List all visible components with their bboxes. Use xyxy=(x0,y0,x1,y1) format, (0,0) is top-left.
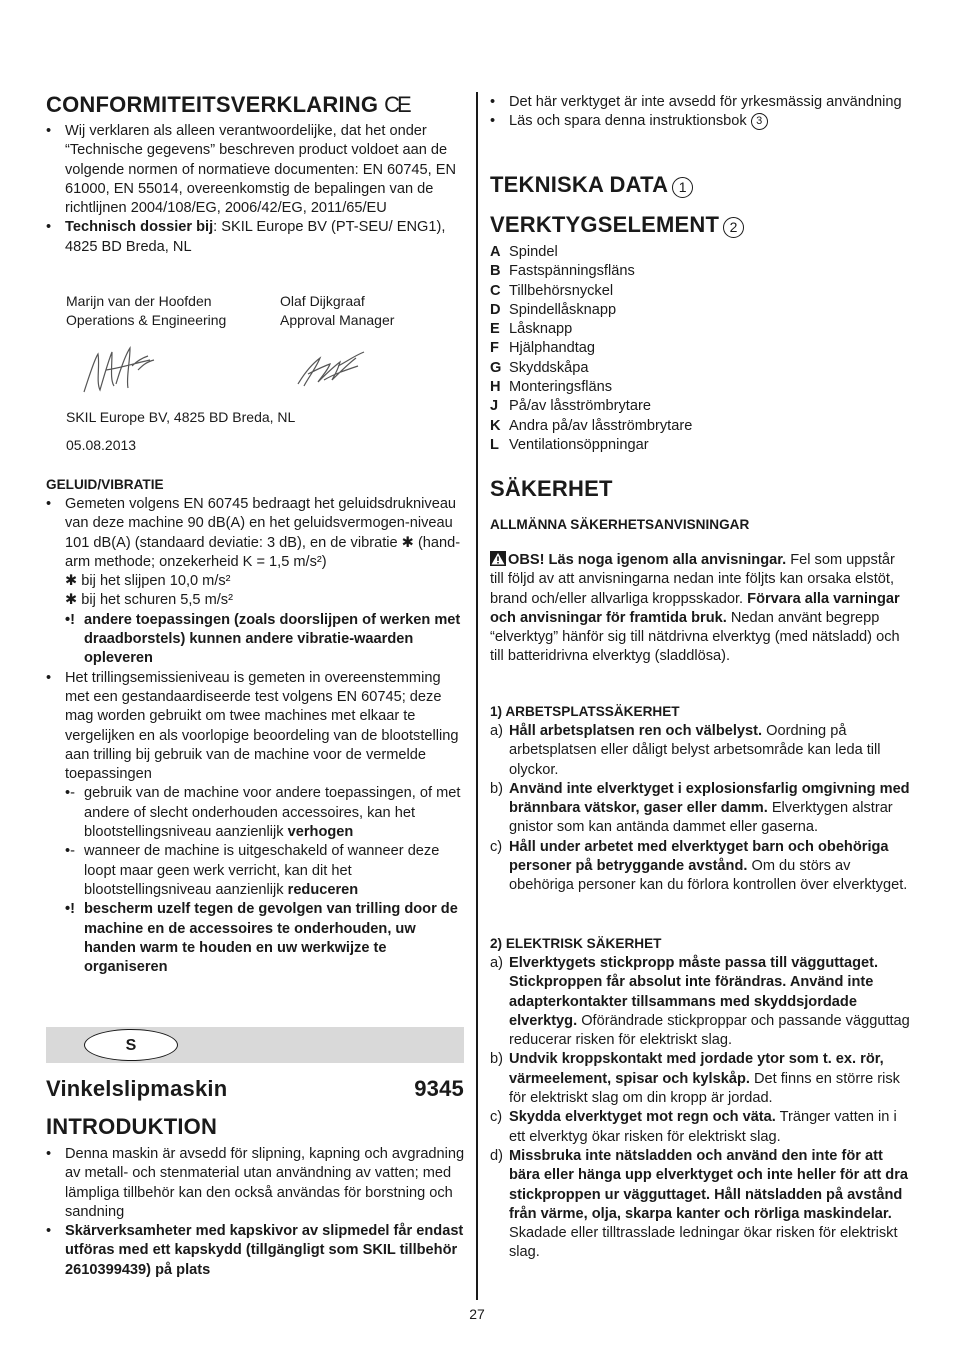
item-marker: b) xyxy=(490,1051,503,1068)
item-text: Oförändrade stickproppar och passande vägguttag reducerar risken för elektriskt slag. xyxy=(509,1012,910,1049)
noise-heading: GELUID/VIBRATIE xyxy=(46,477,164,492)
list-item xyxy=(490,359,910,378)
read-manual: Läs och spara denna instruktionsbok xyxy=(509,113,747,130)
product-title xyxy=(46,1076,464,1102)
vibration-emission: Het trillingsemissieniveau is gemeten in overeenstemming met een gestandaardiseerde test volgens EN 60745; deze mag worden gebruikt om twee machines met elkaar te vergelijken en als voorlopige beoordeling van de blootstelling aan trilling bij gebruik van de machine voor de vermelde toepassingen xyxy=(65,669,459,783)
tech-file-address: : SKIL Europe BV (PT-SEU/ ENG1), 4825 BD Breda, NL xyxy=(65,219,446,255)
tool-elements-list xyxy=(490,243,910,455)
item-marker: d) xyxy=(490,1147,503,1164)
intro-title: INTRODUKTION xyxy=(46,1114,218,1139)
ce-mark-icon: CE xyxy=(384,92,409,117)
list-item xyxy=(490,243,910,262)
item-text: Skadade eller tilltrasslade ledningar ökar risken för elektriskt slag. xyxy=(509,1225,898,1261)
element-label: Ventilationsöppningar xyxy=(509,436,649,453)
dash-1-text: gebruik van de machine voor andere toepassingen, of met andere of slecht onderhouden accessoires, kan het blootstellingsniveau aanzienlijk xyxy=(84,785,461,841)
list-item xyxy=(65,900,466,977)
list-item xyxy=(65,784,466,842)
list-item xyxy=(65,842,466,900)
tech-data-title-text: TEKNISKA DATA xyxy=(490,172,669,197)
noise-warning: andere toepassingen (zoals doorslijpen of werken met draadborstels) kunnen andere vibratie-waarden opleveren xyxy=(84,611,461,667)
list-item xyxy=(46,1222,466,1280)
product-name: Vinkelslipmaskin xyxy=(46,1076,228,1101)
list-item xyxy=(490,436,910,455)
intro-cutting-guard: Skärverksamheter med kapskivor av slipmedel får endast utföras med ett kapskydd (tillgängligt som SKIL tillbehör 2610399439) på plats xyxy=(65,1223,464,1278)
workplace-safety-heading: 1) ARBETSPLATSSÄKERHET xyxy=(490,704,680,719)
item-text: Det finns en större risk för elektriskt slag om din kropp är jordad. xyxy=(509,1070,900,1107)
intro-continued-list xyxy=(490,93,910,132)
item-text: Om du störs av obehöriga personer kan du förlora kontrollen över elverktyget. xyxy=(509,858,908,894)
vibration-sublist xyxy=(65,784,466,977)
product-number: 9345 xyxy=(414,1076,464,1101)
conformity-list xyxy=(46,122,466,257)
workplace-safety-list xyxy=(490,722,910,896)
list-item xyxy=(490,780,910,838)
conformity-title xyxy=(46,92,466,118)
element-label: Hjälphandtag xyxy=(509,340,596,357)
safety-title: SÄKERHET xyxy=(490,476,613,501)
signer-1-role: Operations & Engineering xyxy=(66,312,227,329)
intro-usage: Denna maskin är avsedd för slipning, kapning och avgradning av metall- och stenmaterial utan användning av vatten; med lämpliga tillbehör kan den också användas för borstning och sandning xyxy=(65,1146,465,1220)
tech-file-label: Technisch dossier bij xyxy=(65,219,214,236)
list-item xyxy=(490,954,910,1050)
signer-2 xyxy=(280,292,394,331)
page-number: 27 xyxy=(469,1306,485,1322)
item-bold: Använd inte elverktyget i explosionsfarlig omgivning med brännbara vätskor, gaser eller damm. xyxy=(509,780,910,817)
element-label: Andra på/av låsströmbrytare xyxy=(509,417,693,434)
element-label: Fastspänningsfläns xyxy=(509,263,635,280)
list-item xyxy=(490,838,910,896)
item-bold: Håll under arbetet med elverktyget barn och obehöriga personer på betryggande avstånd. xyxy=(509,838,889,875)
signer-1-name: Marijn van der Hoofden xyxy=(66,293,212,309)
element-letter: L xyxy=(490,436,499,453)
list-item xyxy=(490,339,910,358)
item-marker: c) xyxy=(490,1109,503,1126)
element-letter: H xyxy=(490,379,501,396)
element-letter: C xyxy=(490,282,501,299)
warning-triangle-icon xyxy=(490,551,506,566)
obs-bold-2: Förvara alla varningar och anvisningar för framtida bruk. xyxy=(490,590,900,626)
item-text: Oordning på arbetsplatsen eller dåligt belyst arbetsområde kan leda till olyckor. xyxy=(509,723,881,778)
general-safety-text xyxy=(490,551,910,667)
language-badge: S xyxy=(84,1029,178,1061)
element-label: Spindellåsknapp xyxy=(509,301,617,318)
list-item xyxy=(490,93,910,112)
protection-warning: bescherm uzelf tegen de gevolgen van trilling door de machine en de accessoires te onderhouden, uw handen warm te houden en uw werkwijze te organiseren xyxy=(84,901,458,976)
noise-measurement: Gemeten volgens EN 60745 bedraagt het geluidsdrukniveau van deze machine 90 dB(A) en het geluidsvermogen-niveau 101 dB(A) (standaard deviatie: 3 dB), en de vibratie ✱ (hand-arm methode; onzekerheid K = 1,5 m/s²) xyxy=(65,496,461,570)
company-address: SKIL Europe BV, 4825 BD Breda, NL xyxy=(66,409,296,425)
intro-section xyxy=(46,1114,466,1280)
item-bold: Elverktygets stickpropp måste passa till vägguttaget. Stickproppen får absolut inte förändras. Använd inte adapterkontakter tillsammans med skyddsjordade elverktyg. xyxy=(509,955,879,1029)
obs-text-2: Nedan använt begrepp “elverktyg” hänför sig till nätdrivna elverktyg (med nätsladd) och till batteridrivna elverktyg (sladdlösa). xyxy=(490,609,900,665)
list-item xyxy=(46,669,466,978)
list-item xyxy=(490,1050,910,1108)
exclamation-icon: • ! xyxy=(65,611,83,630)
element-letter: F xyxy=(490,340,499,357)
noise-vibration-section xyxy=(46,476,466,977)
list-item xyxy=(46,495,466,669)
column-divider xyxy=(476,92,478,1300)
tool-elements-title xyxy=(490,212,910,238)
list-item xyxy=(490,262,910,281)
vibration-grinding: ✱ bij het slijpen 10,0 m/s² xyxy=(65,573,231,590)
electrical-safety-heading: 2) ELEKTRISK SÄKERHET xyxy=(490,936,662,951)
signature-2-image xyxy=(294,344,368,394)
conformity-statement: Wij verklaren als alleen verantwoordelijke, dat het onder “Technische gegevens” beschreven product voldoet aan de volgende normen of normatieve documenten: EN 60745, EN 61000, EN 55014, overeenkomstig de bepalingen van de richtlijnen 2004/108/EG, 2006/42/EG, 2011/65/EU xyxy=(65,123,457,217)
electrical-safety-list xyxy=(490,954,910,1263)
item-marker: c) xyxy=(490,838,503,855)
item-bold: Undvik kroppskontakt med jordade ytor som t. ex. rör, värmeelement, spisar och kylskåp. xyxy=(509,1051,884,1087)
intro-list xyxy=(46,1145,466,1280)
obs-text: Fel som uppstår till följd av att anvisningarna nedan inte följts kan orsaka elstöt, brand och/eller allvarliga kroppsskador. xyxy=(490,552,895,607)
tech-data-title xyxy=(490,172,910,198)
conformity-title-text: CONFORMITEITSVERKLARING xyxy=(46,92,379,117)
element-label: Spindel xyxy=(509,244,558,260)
item-bold: Missbruka inte nätsladden och använd den inte för att bära eller hänga upp elverktyget och inte heller för att dra stickproppen ur vägguttaget. Håll nätsladden på avstånd från värme, olja, skarpa kanter och rörliga maskindelar. xyxy=(509,1147,909,1222)
declaration-date: 05.08.2013 xyxy=(66,437,137,453)
dash-2-bold: reduceren xyxy=(287,881,359,898)
list-item xyxy=(490,301,910,320)
exclamation-icon: • ! xyxy=(65,900,83,919)
element-label: Monteringsfläns xyxy=(509,379,613,396)
item-bold: Skydda elverktyget mot regn och väta. xyxy=(509,1109,776,1126)
signer-2-name: Olaf Dijkgraaf xyxy=(280,293,365,309)
conformity-section xyxy=(46,92,466,257)
figure-ref-1: 1 xyxy=(672,177,693,198)
element-letter: K xyxy=(490,417,501,434)
product-header xyxy=(46,1076,466,1102)
noise-list xyxy=(46,495,466,977)
element-letter: A xyxy=(490,244,501,260)
element-label: Skyddskåpa xyxy=(509,359,589,376)
list-item xyxy=(490,1147,910,1263)
list-item xyxy=(490,722,910,780)
list-item xyxy=(490,320,910,339)
not-professional-use: Det här verktyget är inte avsedd för yrkesmässig användning xyxy=(509,94,902,110)
element-letter: E xyxy=(490,321,500,338)
item-bold: Håll arbetsplatsen ren och välbelyst. xyxy=(509,723,763,739)
item-marker: a) xyxy=(490,955,503,971)
item-marker: a) xyxy=(490,723,503,739)
general-safety-heading: ALLMÄNNA SÄKERHETSANVISNINGAR xyxy=(490,517,750,532)
list-item xyxy=(46,122,466,218)
signer-2-role: Approval Manager xyxy=(280,312,395,329)
list-item xyxy=(490,417,910,436)
element-letter: B xyxy=(490,263,501,280)
figure-ref-3: 3 xyxy=(751,113,768,130)
noise-warning-list xyxy=(65,611,466,669)
dash-1-bold: verhogen xyxy=(287,824,354,841)
signer-1 xyxy=(66,292,226,331)
dash-marker: • - xyxy=(65,784,83,803)
item-text: Elverktygen alstrar gnistor som kan antända dammet eller gaserna. xyxy=(509,800,893,836)
element-label: På/av låsströmbrytare xyxy=(509,398,651,415)
dash-marker: • - xyxy=(65,842,83,861)
dash-2-text: wanneer de machine is uitgeschakeld of wanneer deze loopt maar geen werk verricht, kan dit het blootstellingsniveau aanzienlijk xyxy=(84,843,440,898)
list-item xyxy=(490,112,910,131)
figure-ref-2: 2 xyxy=(723,217,744,238)
signature-1-image xyxy=(80,340,160,400)
obs-bold: OBS! Läs noga igenom alla anvisningar. xyxy=(508,552,787,568)
tool-elements-title-text: VERKTYGSELEMENT xyxy=(490,212,720,237)
element-letter: J xyxy=(490,398,499,415)
list-item xyxy=(490,378,910,397)
vibration-sanding: ✱ bij het schuren 5,5 m/s² xyxy=(65,592,233,609)
list-item xyxy=(490,1108,910,1147)
list-item xyxy=(490,397,910,416)
element-letter: D xyxy=(490,301,501,318)
item-text: Tränger vatten in i ett elverktyg ökar risken för elektriskt slag. xyxy=(509,1109,897,1145)
element-letter: G xyxy=(490,359,502,376)
list-item xyxy=(46,1145,466,1222)
list-item xyxy=(46,218,466,257)
element-label: Låsknapp xyxy=(509,321,573,338)
list-item xyxy=(65,611,466,669)
item-marker: b) xyxy=(490,780,503,797)
list-item xyxy=(490,282,910,301)
element-label: Tillbehörsnyckel xyxy=(509,282,614,299)
